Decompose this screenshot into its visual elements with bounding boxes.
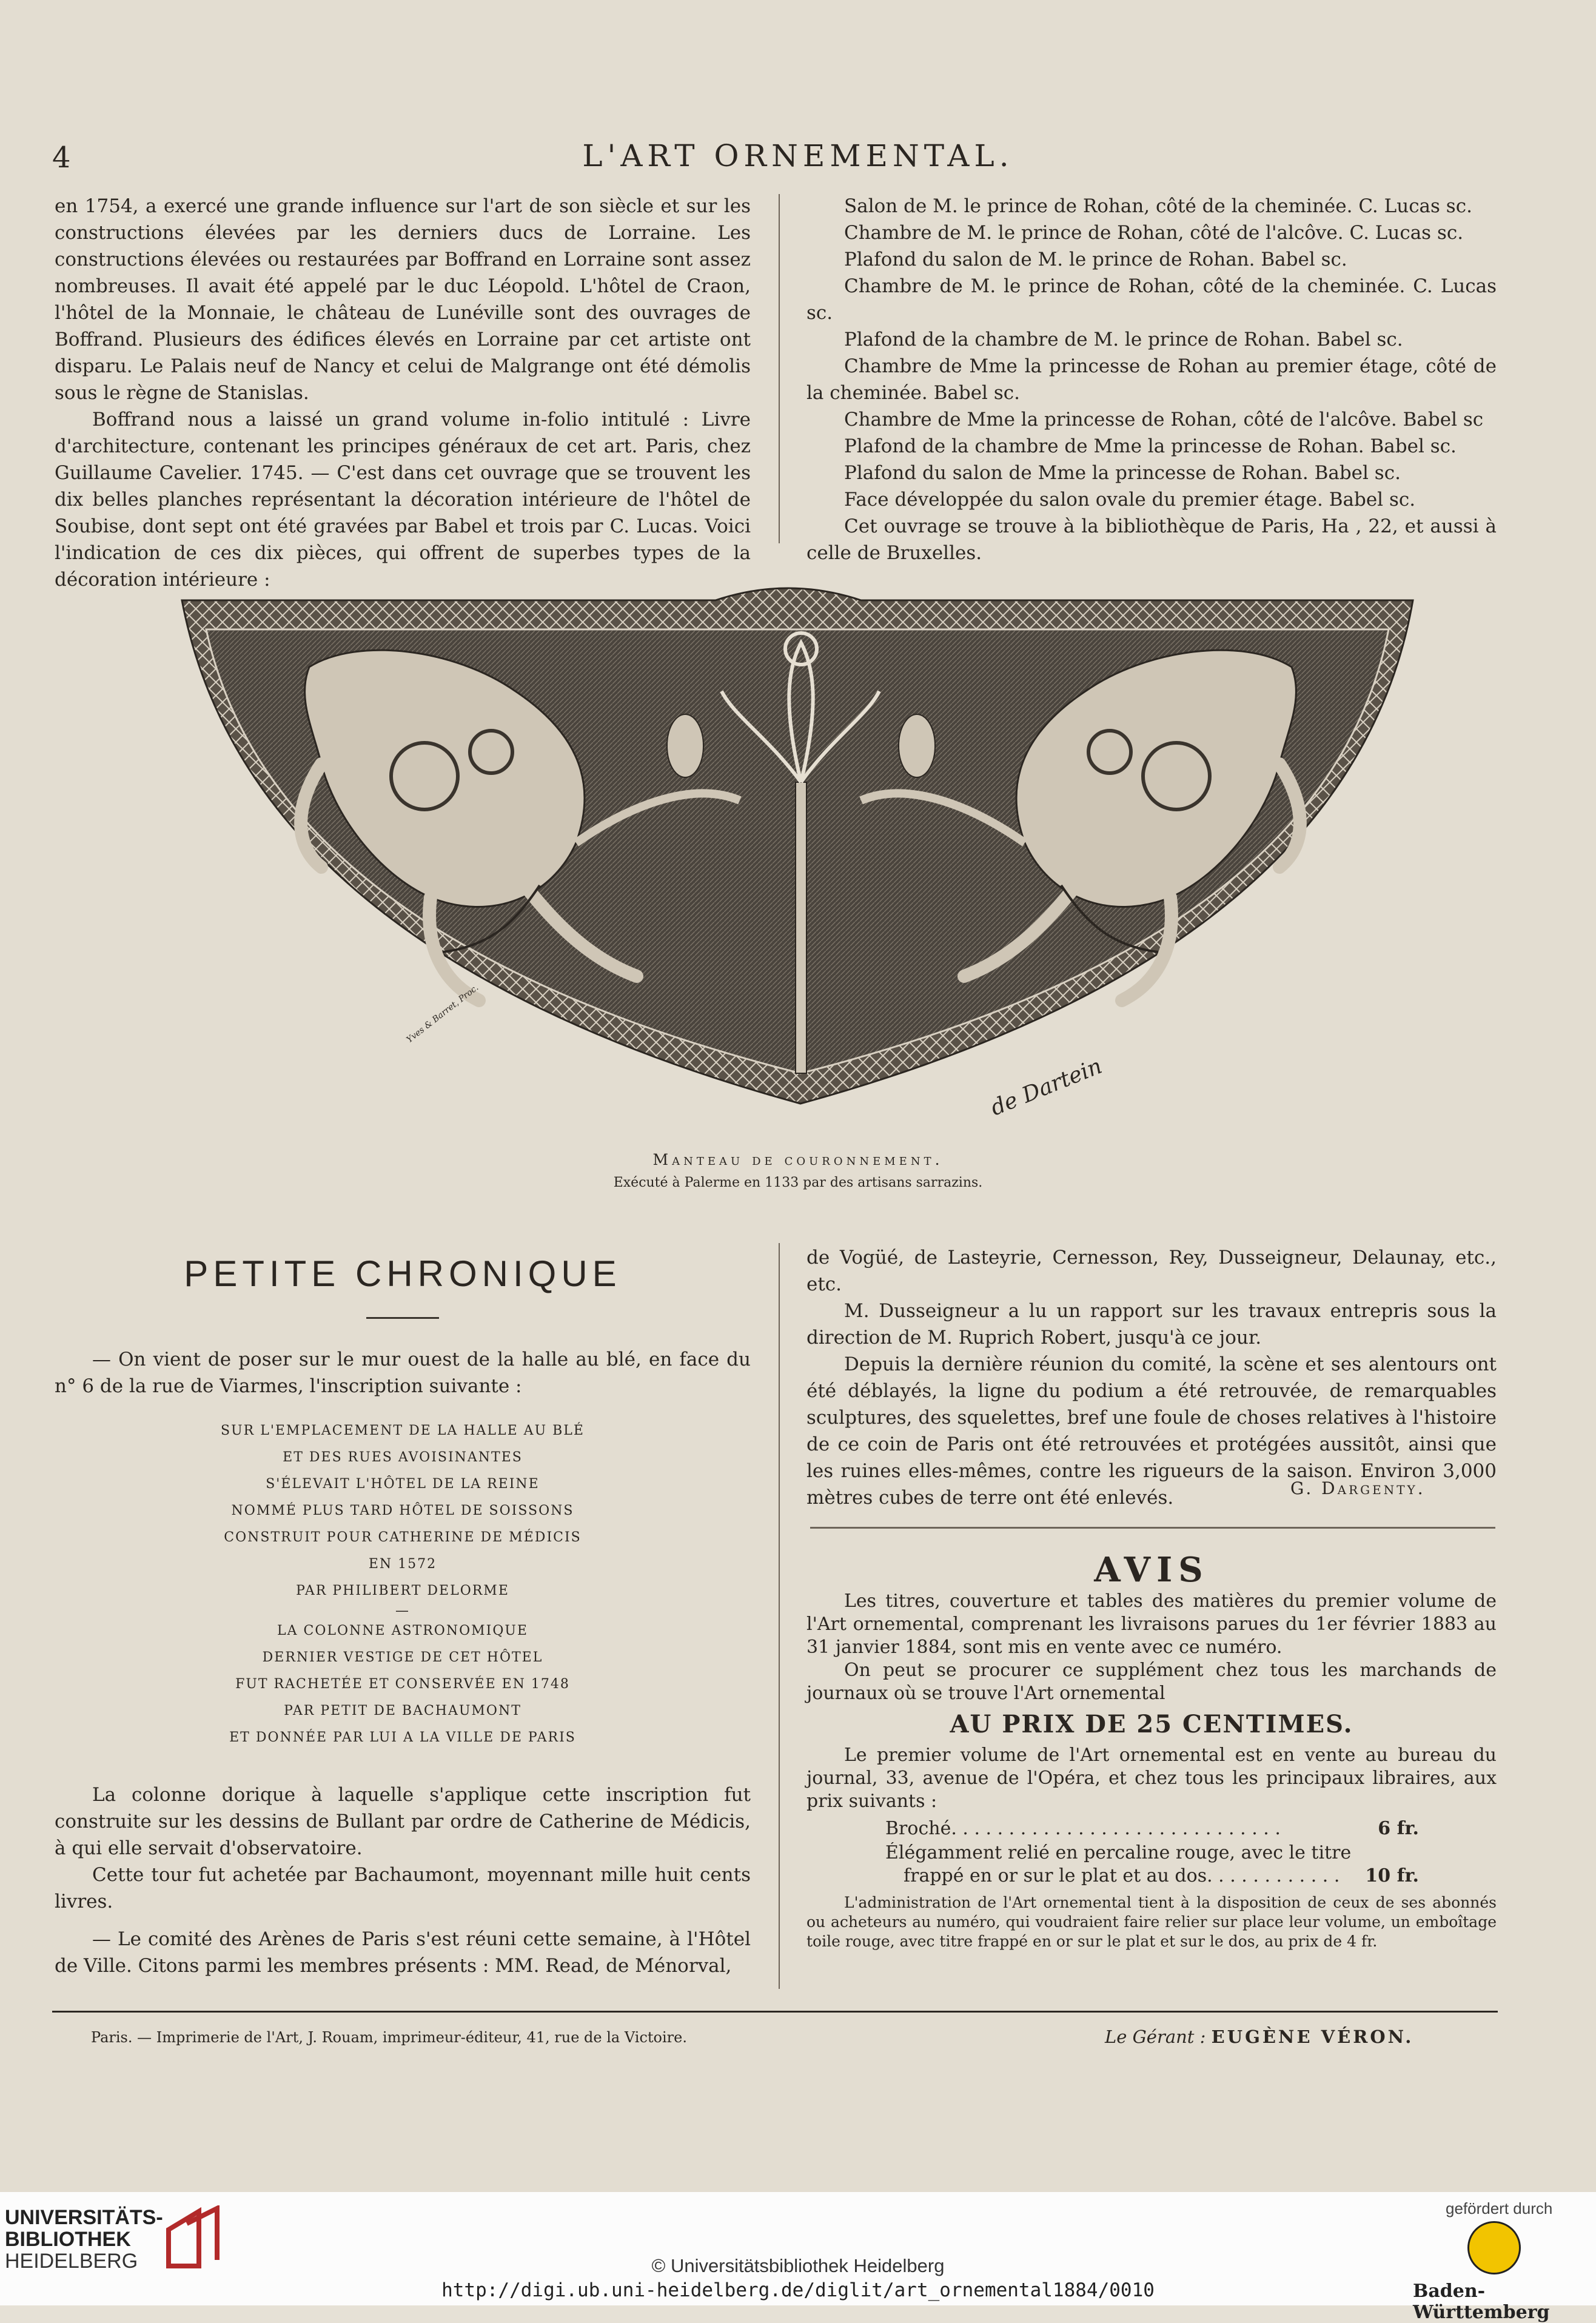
title-rule <box>366 1317 439 1319</box>
library-banner <box>0 2192 1596 2323</box>
gerant-label: Le Gérant : <box>1105 2026 1206 2047</box>
price-value <box>1364 1842 1419 1863</box>
plate-line: Plafond de la chambre de M. le prince de Rohan. Babel sc. <box>844 329 1403 350</box>
paragraph: La colonne dorique à laquelle s'applique cette inscription fut construite sur les dessins de Bullant par ordre de Catherine de Médicis, à qui elle servait d'observatoire. <box>55 1784 751 1859</box>
figure-caption-subtitle: Exécuté à Palerme en 1133 par des artisans sarrazins. <box>613 1175 983 1190</box>
inscription-line: NOMMÉ PLUS TARD HÔTEL DE SOISSONS <box>231 1503 574 1518</box>
plate-line: Plafond de la chambre de Mme la princesse de Rohan. Babel sc. <box>844 435 1457 457</box>
plates-list <box>806 193 1497 566</box>
state-seal-icon <box>1467 2221 1521 2274</box>
plate-line: Face développée du salon ovale du premier étage. Babel sc. <box>844 489 1416 511</box>
column-divider <box>779 1243 780 1989</box>
plate-line: Chambre de Mme la princesse de Rohan au premier étage, côté de la cheminée. Babel sc. <box>806 355 1497 404</box>
inscription-line: DERNIER VESTIGE DE CET HÔTEL <box>262 1650 543 1665</box>
copyright-line: © Universitätsbibliothek Heidelberg <box>651 2255 945 2276</box>
plate-line: Cet ouvrage se trouve à la bibliothèque de Paris, Ha , 22, et aussi à celle de Bruxelles. <box>806 515 1497 564</box>
plate-line: Chambre de M. le prince de Rohan, côté de l'alcôve. C. Lucas sc. <box>844 222 1464 244</box>
gerant-name: EUGÈNE VÉRON. <box>1211 2026 1414 2047</box>
price-headline: AU PRIX DE 25 CENTIMES. <box>950 1710 1353 1738</box>
inscription-line: S'ÉLEVAIT L'HÔTEL DE LA REINE <box>266 1477 540 1492</box>
price-value: 10 fr. <box>1365 1865 1419 1886</box>
section-rule <box>810 1527 1495 1529</box>
avis-title: AVIS <box>1094 1550 1209 1590</box>
price-label: frappé en or sur le plat et au dos. . . . . . . . . . . . <box>904 1865 1340 1886</box>
paragraph: On peut se procurer ce supplément chez tous les marchands de journaux où se trouve l'Art ornemental <box>806 1660 1497 1704</box>
inscription-line: SUR L'EMPLACEMENT DE LA HALLE AU BLÉ <box>221 1423 585 1438</box>
artist-signature: de Dartein <box>987 1053 1106 1121</box>
inscription-line: FUT RACHETÉE ET CONSERVÉE EN 1748 <box>235 1677 570 1692</box>
inscription-line: ET DES RUES AVOISINANTES <box>283 1450 523 1465</box>
administration-note <box>806 1893 1497 1951</box>
inscription-line: EN 1572 <box>368 1557 437 1572</box>
engraver-credit: Yves & Barret, Proc. <box>404 982 481 1045</box>
inscription-separator: — <box>395 1603 410 1618</box>
paragraph: de Vogüé, de Lasteyrie, Cernesson, Rey, Dusseigneur, Delaunay, etc., etc. <box>806 1247 1497 1295</box>
plate-line: Chambre de Mme la princesse de Rohan, côté de l'alcôve. Babel sc <box>844 409 1484 431</box>
coronation-mantle-illustration <box>176 582 1425 1146</box>
inscription-line: ET DONNÉE PAR LUI A LA VILLE DE PARIS <box>229 1730 576 1745</box>
section-title: PETITE CHRONIQUE <box>184 1253 622 1294</box>
column-divider <box>779 194 780 543</box>
funder-name: Baden-Württemberg <box>1413 2281 1550 2323</box>
paragraph: L'administration de l'Art ornemental tient à la disposition de ceux de ses abonnés ou acheteurs au numéro, qui voudraient faire relier sur place leur volume, un emboîtage toile rouge, avec titre frappé en or sur le plat et sur le dos, au prix de 4 fr. <box>806 1894 1497 1950</box>
plate-line: Plafond du salon de M. le prince de Rohan. Babel sc. <box>844 249 1347 270</box>
footer-rule <box>52 2011 1498 2013</box>
price-label: Élégamment relié en percaline rouge, avec le titre <box>885 1842 1352 1863</box>
figure-caption-title: Manteau de couronnement. <box>652 1151 944 1168</box>
price-value: 6 fr. <box>1378 1818 1419 1839</box>
chronique-intro <box>55 1346 751 1399</box>
inscription-line: PAR PETIT DE BACHAUMONT <box>284 1703 521 1718</box>
library-name-line: HEIDELBERG <box>5 2250 138 2273</box>
paragraph: en 1754, a exercé une grande influence sur l'art de son siècle et sur les constructions élevées par les derniers ducs de Lorraine. Les constructions élevées ou restaurées par Boffrand en Lorraine sont assez nombreuses. Il avait été appelé par le duc Léopold. L'hôtel de Craon, l'hôtel de la Monnaie, le château de Lunéville sont des ouvrages de Boffrand. Plusieurs des édifices élevés en Lorraine par cet artiste ont disparu. Le Palais neuf de Nancy et celui de Malgrange ont été démolis sous le règne de Stanislas. <box>55 195 751 404</box>
author-signature: G. Dargenty. <box>1290 1478 1426 1498</box>
price-label: Broché. . . . . . . . . . . . . . . . . . . . . . . . . . . . . <box>885 1818 1281 1839</box>
avis-text <box>806 1590 1497 1705</box>
inscription-block <box>55 1418 751 1751</box>
inscription-line: PAR PHILIBERT DELORME <box>296 1583 509 1598</box>
plate-line: Salon de M. le prince de Rohan, côté de la cheminée. C. Lucas sc. <box>844 195 1472 217</box>
paragraph: — Le comité des Arènes de Paris s'est réuni cette semaine, à l'Hôtel de Ville. Citons parmi les membres présents : MM. Read, de Ménorval, <box>55 1928 751 1977</box>
library-name-line: BIBLIOTHEK <box>5 2228 131 2251</box>
paragraph: Depuis la dernière réunion du comité, la scène et ses alentours ont été déblayés, la ligne du podium a été retrouvée, de remarquables sculptures, des squelettes, bref une foule de choses relatives à l'histoire de ce coin de Paris ont été retrouvées et protégées aussitôt, ainsi que les ruines elles-mêmes, contre les rigueurs de la saison. Environ 3,000 mètres cubes de terre ont été enlevés. <box>806 1353 1497 1509</box>
paragraph: — On vient de poser sur le mur ouest de la halle au blé, en face du n° 6 de la rue de Viarmes, l'inscription suivante : <box>55 1349 751 1397</box>
paragraph: Cette tour fut achetée par Bachaumont, moyennant mille huit cents livres. <box>55 1864 751 1912</box>
gerant-line <box>1105 2026 1413 2047</box>
price-row <box>885 1818 1419 1839</box>
price-row <box>885 1842 1419 1863</box>
journal-title: L'ART ORNEMENTAL. <box>582 138 1014 173</box>
plate-line: Chambre de M. le prince de Rohan, côté de la cheminée. C. Lucas sc. <box>806 275 1497 324</box>
chronique-continued <box>55 1782 751 1979</box>
paragraph: Boffrand nous a laissé un grand volume in-folio intitulé : Livre d'architecture, contenant les principes généraux de cet art. Paris, chez Guillaume Cavelier. 1745. — C'est dans cet ouvrage que se trouvent les dix belles planches représentant la décoration intérieure de l'hôtel de Soubise, dont sept ont été gravées par Babel et trois par C. Lucas. Voici l'indication de ces dix pièces, qui offrent de superbes types de la décoration intérieure : <box>55 409 751 591</box>
article-continuation <box>55 193 751 593</box>
paragraph: Les titres, couverture et tables des matières du premier volume de l'Art ornemental, comprenant les livraisons parues du 1er février 1883 au 31 janvier 1884, sont mis en vente avec ce numéro. <box>806 1591 1497 1658</box>
funded-by-label: gefördert durch <box>1446 2199 1553 2217</box>
page-number: 4 <box>52 141 71 175</box>
avis-text-2 <box>806 1744 1497 1813</box>
paragraph: M. Dusseigneur a lu un rapport sur les travaux entrepris sous la direction de M. Ruprich Robert, jusqu'à ce jour. <box>806 1300 1497 1349</box>
price-row <box>904 1865 1419 1886</box>
inscription-line: LA COLONNE ASTRONOMIQUE <box>277 1623 528 1638</box>
chronique-right-column <box>806 1244 1497 1511</box>
paragraph: Le premier volume de l'Art ornemental est en vente au bureau du journal, 33, avenue de l'Opéra, et chez tous les principaux libraires, aux prix suivants : <box>806 1745 1497 1812</box>
library-name-line: UNIVERSITÄTS- <box>5 2206 163 2229</box>
inscription-line: CONSTRUIT POUR CATHERINE DE MÉDICIS <box>224 1530 582 1545</box>
printer-imprint: Paris. — Imprimerie de l'Art, J. Rouam, imprimeur-éditeur, 41, rue de la Victoire. <box>91 2029 687 2046</box>
permalink[interactable]: http://digi.ub.uni-heidelberg.de/diglit/art_ornemental1884/0010 <box>441 2279 1155 2301</box>
plate-line: Plafond du salon de Mme la princesse de Rohan. Babel sc. <box>844 462 1401 484</box>
